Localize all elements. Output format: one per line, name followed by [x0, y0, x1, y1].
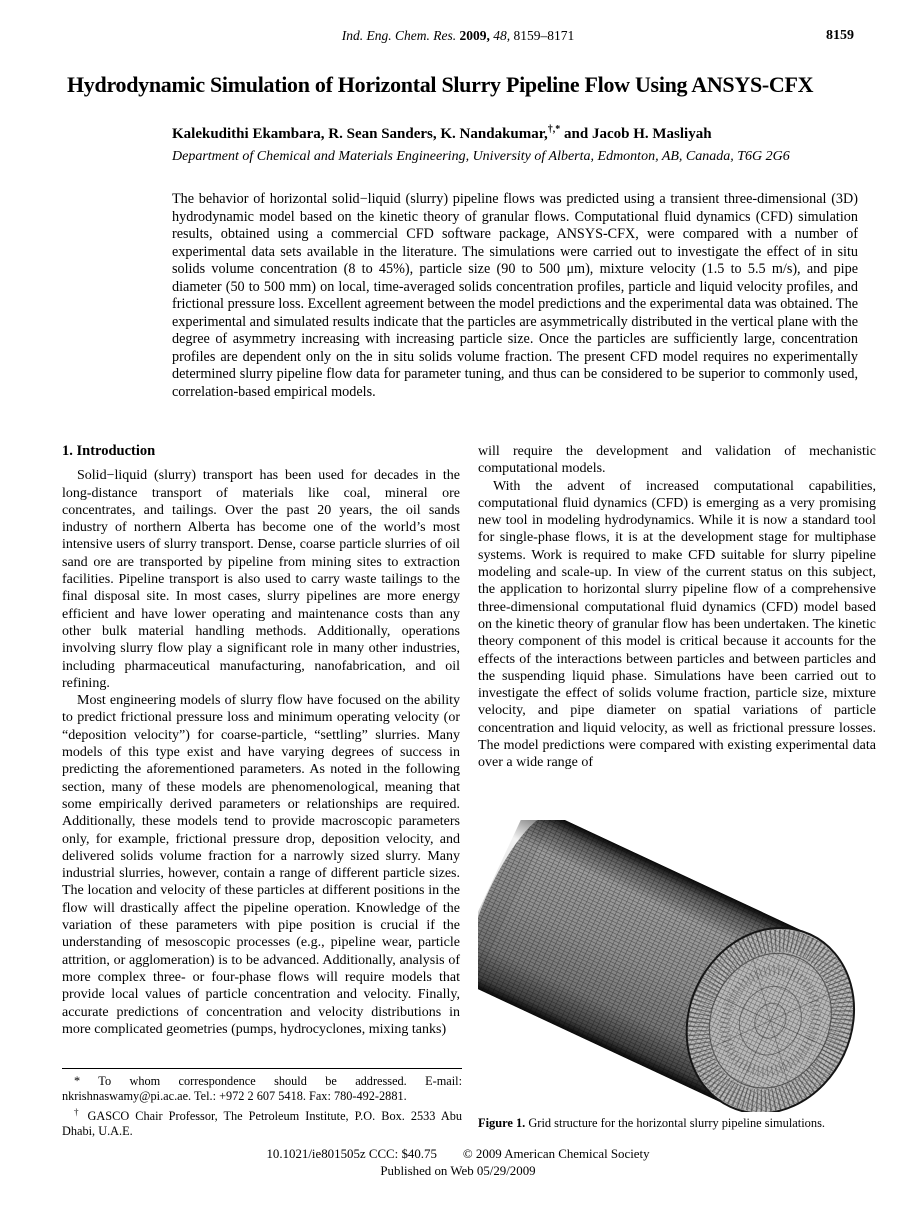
footer-doi-copyright — [0, 1147, 916, 1162]
section-heading-introduction: 1. Introduction — [62, 443, 156, 459]
correspondence-footnote — [62, 1074, 462, 1105]
footnotes-block — [62, 1068, 462, 1139]
journal-pages: 8159–8171 — [513, 28, 575, 43]
right-paragraph-1: will require the development and validation of mechanistic computational models. — [478, 444, 876, 477]
correspondence-marker: * — [74, 1074, 81, 1088]
intro-paragraph-1: Solid−liquid (slurry) transport has been used for decades in the long-distance transport of materials like coal, mineral ore concentrates, and tailings. Over the past 20 years, the oil sands industry of northern Alberta has become one of the world’s most intensive users of slurry transport. Dense, coarse particle slurries of oil sand ore are transported by pipeline from mining sites to extraction facilities. Pipeline transport is also used to carry waste tailings to the final disposal site. In most cases, slurry pipelines are more energy efficient and have lower operating and maintenance costs than any other bulk material handling methods. Additionally, operations involving slurry flow play a significant role in many other industries, including pharmaceutical manufacturing, nanofabrication, and oil refining. — [62, 468, 460, 691]
authors-rest: and Jacob H. Masliyah — [560, 126, 712, 142]
authors-note-marker: †,* — [547, 124, 561, 135]
journal-title: Ind. Eng. Chem. Res. — [341, 28, 457, 43]
copyright: © 2009 American Chemical Society — [462, 1147, 650, 1161]
affiliation-marker: † — [74, 1106, 82, 1117]
right-paragraph-2: With the advent of increased computational capabilities, computational fluid dynamics (CFD) is emerging as a very promising new tool in modeling hydrodynamics. While it is now a standard tool for single-phase flows, it is at the development stage for multiphase systems. Work is required to make CFD suitable for slurry pipeline modeling and scale-up. In view of the current status on this subject, the application to horizontal slurry pipeline flow of a comprehensive three-dimensional computational fluid dynamics (CFD) model based on the kinetic theory of granular flow has been undertaken. The kinetic theory component of this model is critical because it accounts for the effects of the interactions between particles and between particles and the suspending liquid phase. Simulations have been carried out to investigate the effect of solids volume fraction, particle size, mixture velocity, and pipe diameter on spatial variations of particle concentration and liquid velocity, as well as frictional pressure losses. The model predictions were compared with existing experimental data over a wide range of — [478, 478, 876, 771]
doi-ccc: 10.1021/ie801505z CCC: $40.75 — [266, 1147, 437, 1161]
abstract: The behavior of horizontal solid−liquid (slurry) pipeline flows was predicted using a transient three-dimensional (3D) hydrodynamic model based on the kinetic theory of granular flows. Computational fluid dynamics (CFD) simulation results, obtained using a commercial CFD software package, ANSYS-CFX, were compared with a number of experimental data sets available in the literature. The simulations were carried out to investigate the effect of in situ solids volume concentration (8 to 45%), particle size (90 to 500 μm), mixture velocity (1.5 to 5.5 m/s), and pipe diameter (50 to 500 mm) on local, time-averaged solids concentration profiles, particle and liquid velocity profiles, and frictional pressure loss. Excellent agreement between the model predictions and the experimental data was obtained. The experimental and simulated results indicate that the particles are asymmetrically distributed in the vertical plane with the degree of asymmetry increasing with increasing particle size. Once the particles are sufficiently large, concentration profiles are dependent only on the in situ solids volume fraction. The present CFD model requires no experimentally determined slurry pipeline flow data for parameter tuning, and thus can be considered to be superior to commonly used, correlation-based empirical models. — [172, 191, 858, 400]
article-title: Hydrodynamic Simulation of Horizontal Slurry Pipeline Flow Using ANSYS-CFX — [67, 72, 814, 97]
footer-published: Published on Web 05/29/2009 — [380, 1164, 536, 1178]
left-column — [62, 443, 460, 1038]
figure-1-pipe-mesh-image — [478, 820, 876, 1112]
journal-year: 2009, — [459, 28, 490, 43]
figure-1-caption — [478, 1116, 876, 1131]
affiliation-footnote-text: GASCO Chair Professor, The Petroleum Institute, P.O. Box. 2533 Abu Dhabi, U.A.E. — [62, 1108, 463, 1138]
page-number: 8159 — [826, 28, 854, 43]
pipe-mesh-figure — [478, 820, 876, 1112]
journal-volume: 48, — [493, 28, 511, 43]
correspondence-text: To whom correspondence should be addressed. E-mail: nkrishnaswamy@pi.ac.ae. Tel.: +972 2 607 5418. Fax: 780-492-2881. — [62, 1074, 462, 1104]
running-head — [0, 28, 916, 44]
affiliation-line: Department of Chemical and Materials Engineering, University of Alberta, Edmonton, AB, Canada, T6G 2G6 — [172, 149, 790, 164]
right-column — [478, 443, 876, 772]
authors-main: Kalekudithi Ekambara, R. Sean Sanders, K. Nandakumar, — [172, 126, 548, 142]
authors-line — [172, 124, 862, 143]
figure-1-caption-text: Grid structure for the horizontal slurry pipeline simulations. — [525, 1116, 825, 1130]
affiliation-footnote — [62, 1105, 462, 1140]
intro-paragraph-2: Most engineering models of slurry flow have focused on the ability to predict frictional pressure loss and minimum operating velocity (or “deposition velocity”) for coarse-particle, “settling” slurries. Many models of this type exist and have varying degrees of success in predicting the aforementioned parameters. As noted in the following section, many of these models are phenomenological, meaning that some empirically derived parameters or relationships are required. Additionally, these models tend to provide macroscopic parameters only, for example, frictional pressure drop, deposition velocity, and delivered solids volume fraction for a narrowly sized slurry. Many industrial slurries, however, contain a range of different particle sizes. The location and velocity of these particles at different positions in the flow will drastically affect the pipeline operation. Knowledge of the variation of these parameters with pipe position is crucial if the understanding of mesoscopic processes (e.g., pipeline wear, particle attrition, or agglomeration) is to be advanced. Additionally, analysis of more complex three- or four-phase flows will require models that provide local values of particle concentration and velocity. Finally, accurate predictions of concentration and velocity distributions in more complicated geometries (pumps, hydrocyclones, mixing tanks) — [62, 693, 460, 1037]
figure-1-label: Figure 1. — [478, 1116, 526, 1130]
